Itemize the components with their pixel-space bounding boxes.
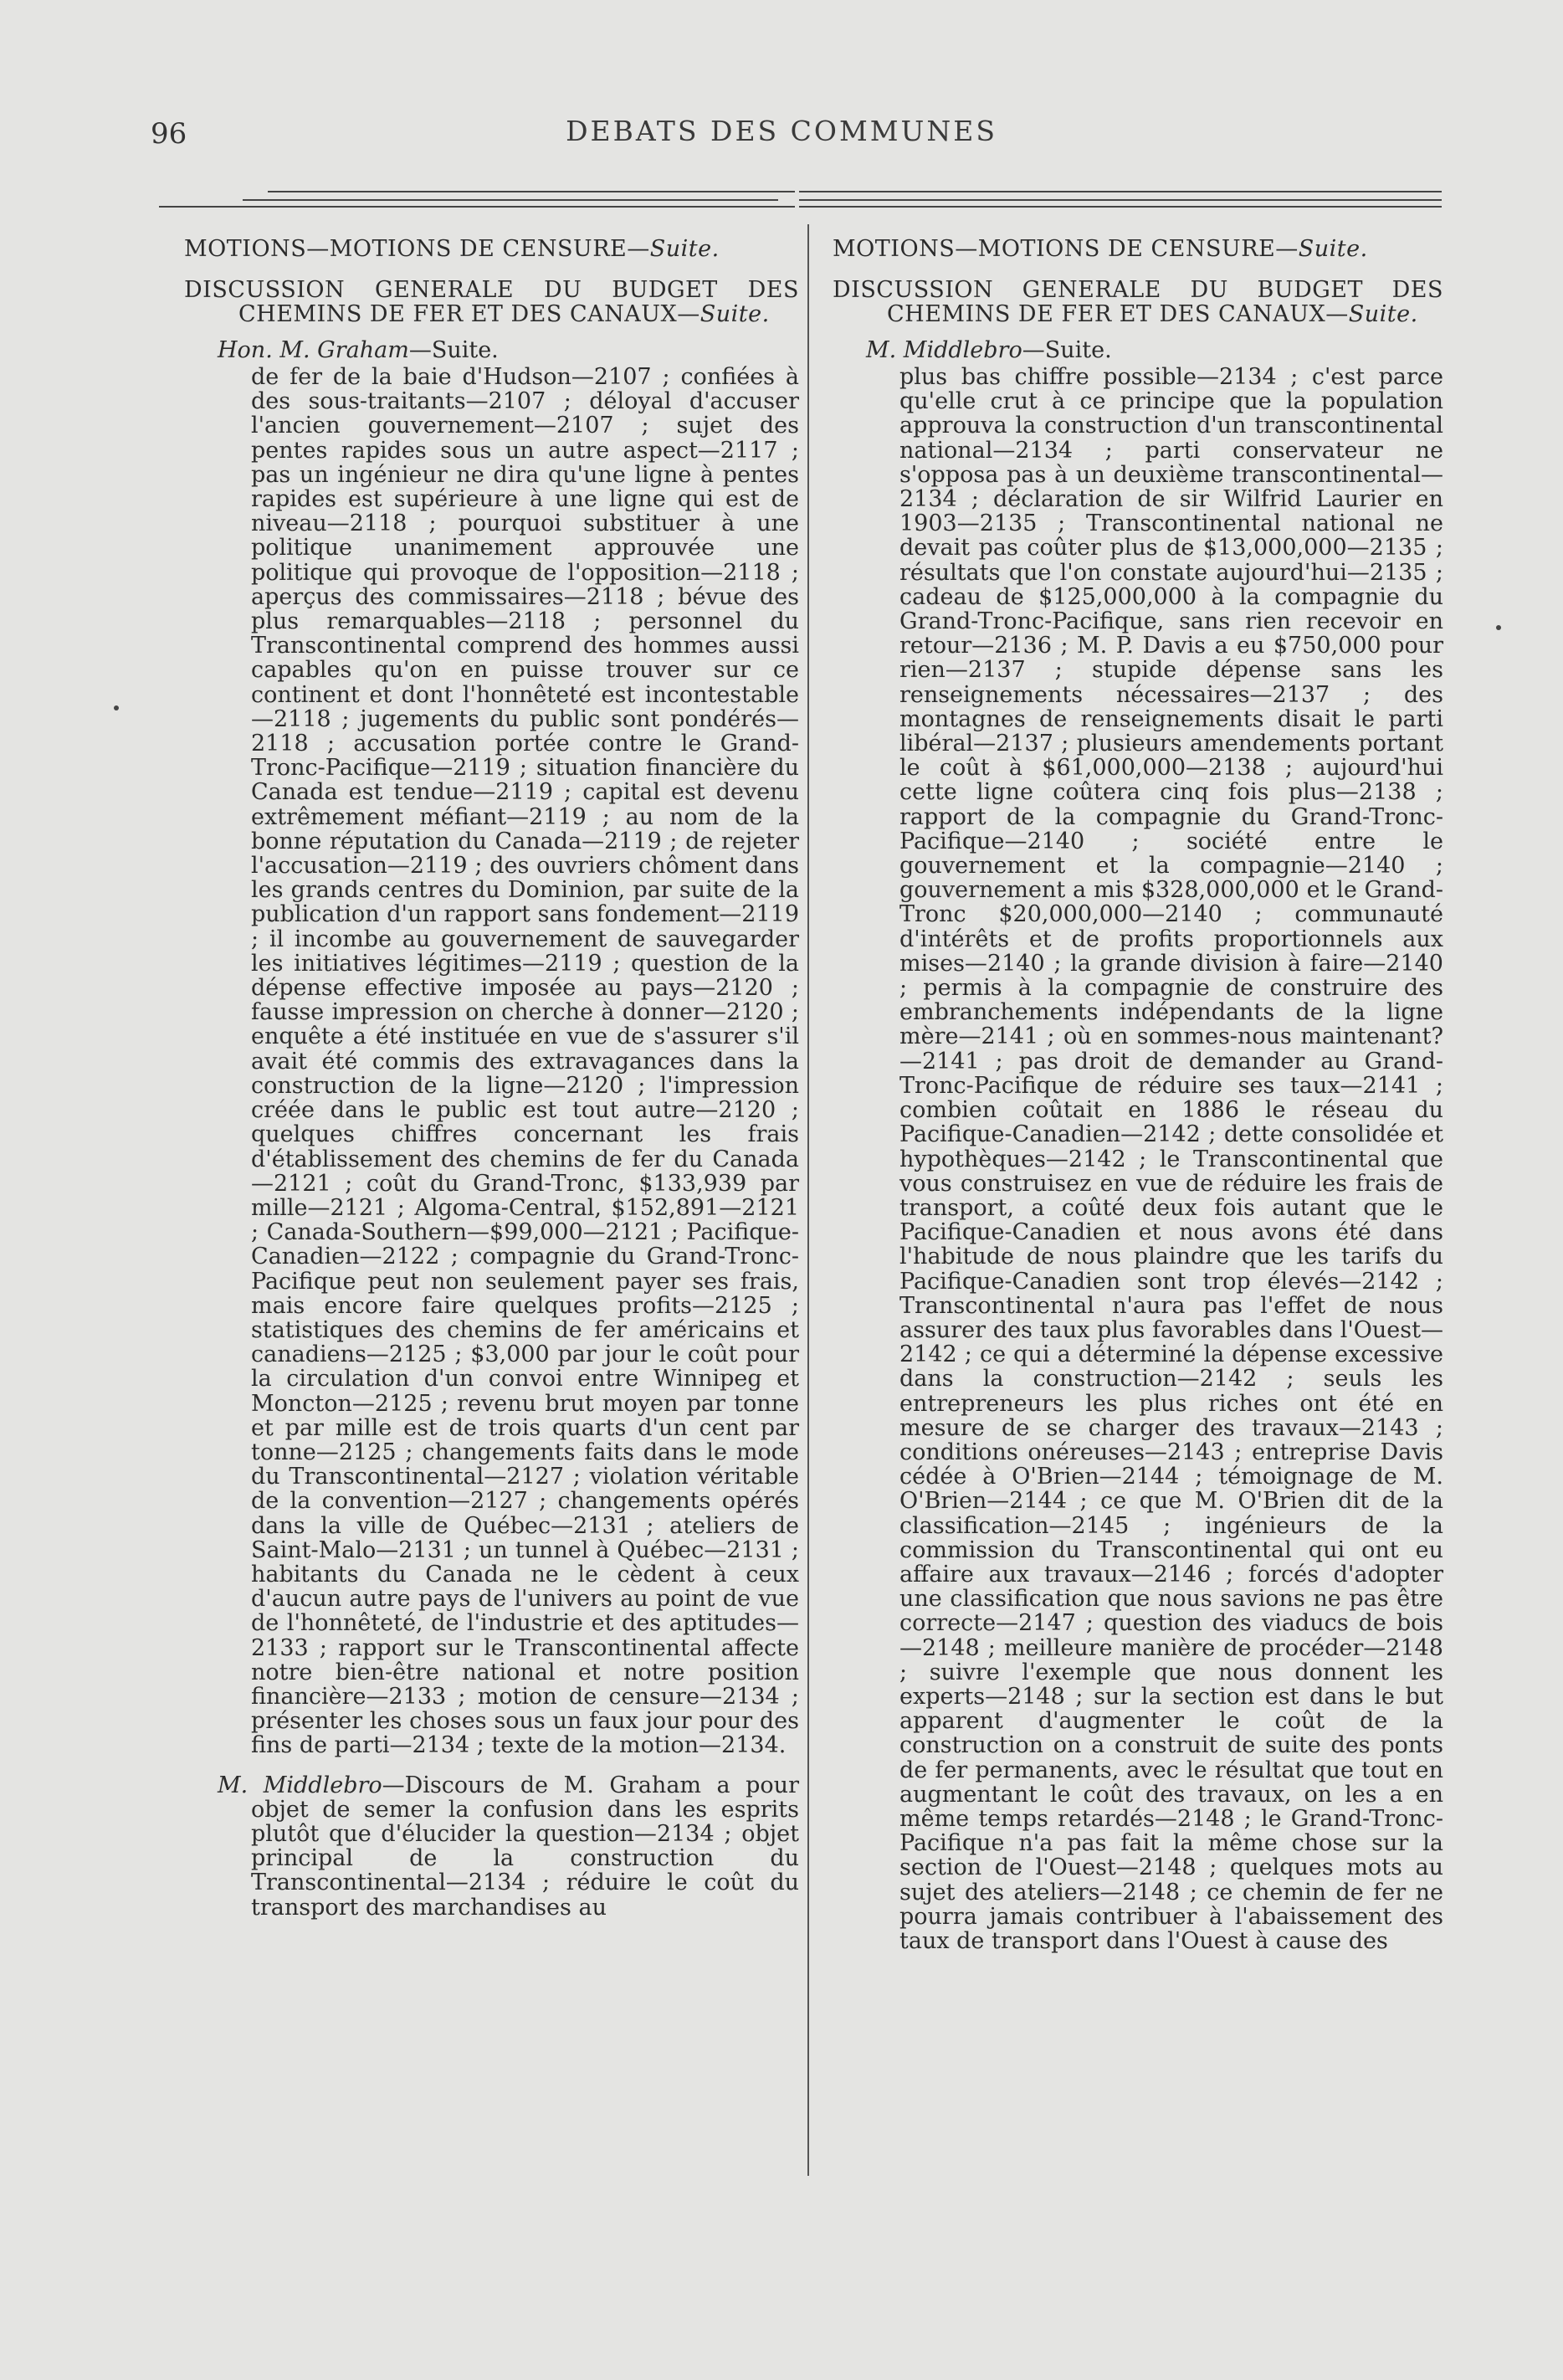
page-number: 96 xyxy=(151,117,187,151)
header-rule-right xyxy=(799,191,1442,209)
section-title xyxy=(833,234,1443,264)
speech-entry xyxy=(184,1773,799,1920)
speaker-name: Hon. M. Graham xyxy=(218,337,409,363)
speech-text: —Discours de M. Graham a pour objet de semer la confusion dans les esprits plutôt que d'élucider la question—2134 ; objet principal de la construction du Transcontinental—2134 ; réduire le coût du transport des marchandises au xyxy=(251,1772,799,1921)
subheading xyxy=(184,278,799,326)
speech-speaker: M. Middlebro xyxy=(218,1772,382,1798)
subheading-text: DISCUSSION GENERALE DU BUDGET DES CHEMINS DE FER ET DES CANAUX— xyxy=(833,277,1443,327)
subheading xyxy=(833,278,1443,326)
margin-mark xyxy=(114,705,119,710)
margin-mark xyxy=(1496,625,1501,630)
speaker-name: M. Middlebro xyxy=(866,337,1022,363)
right-column xyxy=(833,234,1443,1953)
section-title-suffix: Suite. xyxy=(649,236,720,262)
header-rule-left xyxy=(159,191,795,209)
speaker-suffix: —Suite. xyxy=(408,337,499,363)
speaker-suffix: —Suite. xyxy=(1022,337,1112,363)
section-title xyxy=(184,234,799,264)
index-entries: de fer de la baie d'Hudson—2107 ; confiées à des sous-traitants—2107 ; déloyal d'accuser l'ancien gouvernement—2107 ; sujet des pentes rapides sous un autre aspect—2117 ; pas un ingénieur ne dira qu'une ligne à pentes rapides est supérieure à une ligne qui est de niveau—2118 ; pourquoi substituer à une politique unanimement approuvée une politique qui provoque de l'opposition—2118 ; aperçus des commissaires—2118 ; bévue des plus remarquables—2118 ; personnel du Transcontinental comprend des hommes aussi capables qu'on en puisse trouver sur ce continent et dont l'honnêteté est incontestable —2118 ; jugements du public sont pondérés—2118 ; accusation portée contre le Grand-Tronc-Pacifique—2119 ; situation financière du Canada est tendue—2119 ; capital est devenu extrêmement méfiant—2119 ; au nom de la bonne réputation du Canada—2119 ; de rejeter l'accusation—2119 ; des ouvriers chôment dans les grands centres du Dominion, par suite de la publication d'un rapport sans fondement—2119 ; il incombe au gouvernement de sauvegarder les initiatives légitimes—2119 ; question de la dépense effective imposée au pays—2120 ; fausse impression on cherche à donner—2120 ; enquête a été instituée en vue de s'assurer s'il avait été commis des extravagances dans la construction de la ligne—2120 ; l'impression créée dans le public est tout autre—2120 ; quelques chiffres concernant les frais d'établissement des chemins de fer du Canada—2121 ; coût du Grand-Tronc, $133,939 par mille—2121 ; Algoma-Central, $152,891—2121 ; Canada-Southern—$99,000—2121 ; Pacifique-Canadien—2122 ; compagnie du Grand-Tronc-Pacifique peut non seulement payer ses frais, mais encore faire quelques profits—2125 ; statistiques des chemins de fer américains et canadiens—2125 ; $3,000 par jour le coût pour la circulation d'un convoi entre Winnipeg et Moncton—2125 ; revenu brut moyen par tonne et par mille est de trois quarts d'un cent par tonne—2125 ; changements faits dans le mode du Transcontinental—2127 ; violation véritable de la convention—2127 ; changements opérés dans la ville de Québec—2131 ; ateliers de Saint-Malo—2131 ; un tunnel à Québec—2131 ; habitants du Canada ne le cèdent à ceux d'aucun autre pays de l'univers au point de vue de l'honnêteté, de l'industrie et des aptitudes—2133 ; rapport sur le Transcontinental affecte notre bien-être national et notre position financière—2133 ; motion de censure—2134 ; présenter les choses sous un faux jour pour des fins de parti—2134 ; texte de la motion—2134. xyxy=(251,364,799,1759)
subheading-suffix: Suite. xyxy=(1348,301,1418,327)
section-title-text: MOTIONS—MOTIONS DE CENSURE— xyxy=(833,236,1299,262)
column-divider xyxy=(807,224,809,2176)
speaker-line xyxy=(218,338,799,363)
section-title-text: MOTIONS—MOTIONS DE CENSURE— xyxy=(184,236,650,262)
running-title: DEBATS DES COMMUNES xyxy=(566,115,997,147)
index-entries: plus bas chiffre possible—2134 ; c'est parce qu'elle crut à ce principe que la population approuva la construction d'un transcontinental national—2134 ; parti conservateur ne s'opposa pas à un deuxième transcontinental—2134 ; déclaration de sir Wilfrid Laurier en 1903—2135 ; Transcontinental national ne devait pas coûter plus de $13,000,000—2135 ; résultats que l'on constate aujourd'hui—2135 ; cadeau de $125,000,000 à la compagnie du Grand-Tronc-Pacifique, sans rien recevoir en retour—2136 ; M. P. Davis a eu $750,000 pour rien—2137 ; stupide dépense sans les renseignements nécessaires—2137 ; des montagnes de renseignements disait le parti libéral—2137 ; plusieurs amendements portant le coût à $61,000,000—2138 ; aujourd'hui cette ligne coûtera cinq fois plus—2138 ; rapport de la compagnie du Grand-Tronc-Pacifique—2140 ; société entre le gouvernement et la compagnie—2140 ; gouvernement a mis $328,000,000 et le Grand-Tronc $20,000,000—2140 ; communauté d'intérêts et de profits proportionnels aux mises—2140 ; la grande division à faire—2140 ; permis à la compagnie de construire des embranchements indépendants de la ligne mère—2141 ; où en sommes-nous maintenant?—2141 ; pas droit de demander au Grand-Tronc-Pacifique de réduire ses taux—2141 ; combien coûtait en 1886 le réseau du Pacifique-Canadien—2142 ; dette consolidée et hypothèques—2142 ; le Transcontinental que vous construisez en vue de réduire les frais de transport, a coûté deux fois autant que le Pacifique-Canadien et nous avons été dans l'habitude de nous plaindre que les tarifs du Pacifique-Canadien sont trop élevés—2142 ; Transcontinental n'aura pas l'effet de nous assurer des taux plus favorables dans l'Ouest—2142 ; ce qui a déterminé la dépense excessive dans la construction—2142 ; seuls les entrepreneurs les plus riches ont été en mesure de se charger des travaux—2143 ; conditions onéreuses—2143 ; entreprise Davis cédée à O'Brien—2144 ; témoignage de M. O'Brien—2144 ; ce que M. O'Brien dit de la classification—2145 ; ingénieurs de la commission du Transcontinental qui ont eu affaire aux travaux—2146 ; forcés d'adopter une classification que nous savions ne pas être correcte—2147 ; question des viaducs de bois—2148 ; meilleure manière de procéder—2148 ; suivre l'exemple que nous donnent les experts—2148 ; sur la section est dans le but apparent d'augmenter le coût de la construction on a construit de suite des ponts de fer permanents, avec le résultat que tout en augmentant le coût des travaux, on les a en même temps retardés—2148 ; le Grand-Tronc-Pacifique n'a pas fait la même chose sur la section de l'Ouest—2148 ; quelques mots au sujet des ateliers—2148 ; ce chemin de fer ne pourra jamais contribuer à l'abaissement des taux de transport dans l'Ouest à cause des xyxy=(899,364,1443,1954)
section-title-suffix: Suite. xyxy=(1298,236,1368,262)
subheading-suffix: Suite. xyxy=(700,301,770,327)
subheading-text: DISCUSSION GENERALE DU BUDGET DES CHEMINS DE FER ET DES CANAUX— xyxy=(184,277,799,327)
left-column xyxy=(184,234,799,1920)
speaker-line xyxy=(866,338,1443,363)
